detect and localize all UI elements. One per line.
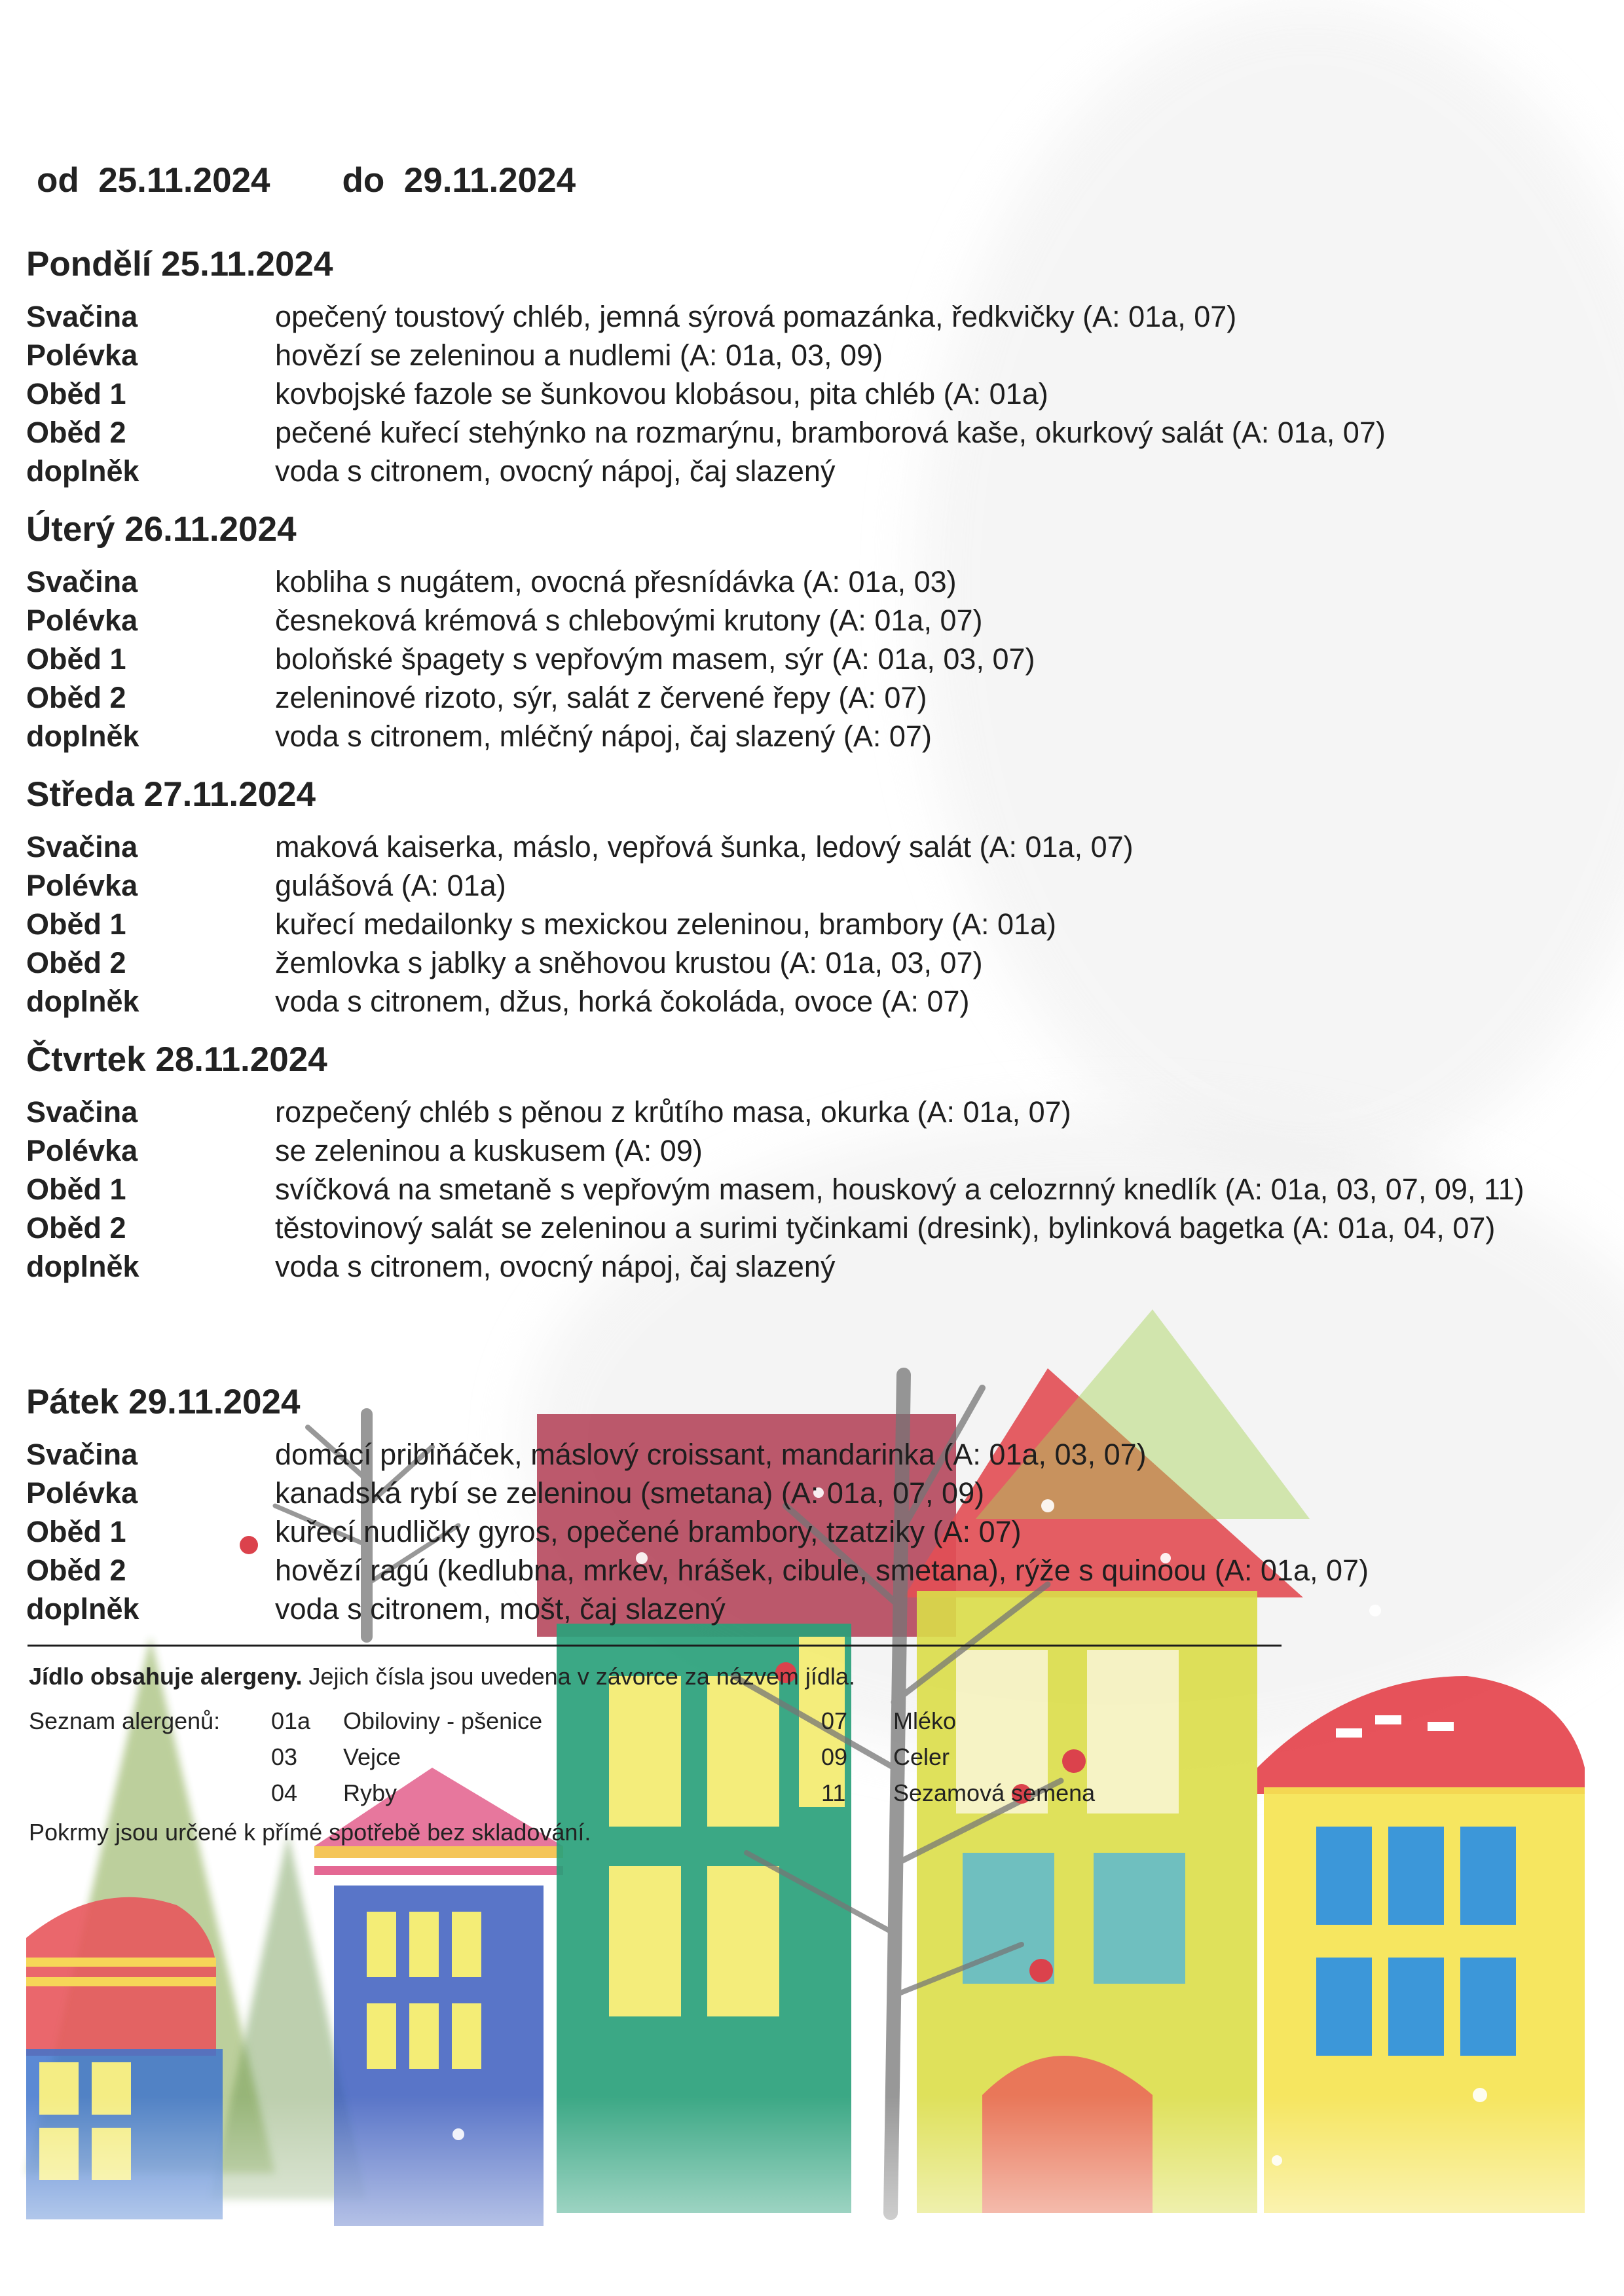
meal-row (26, 1512, 1585, 1551)
meal-text: domácí pribiňáček, máslový croissant, mandarinka (A: 01a, 03, 07) (275, 1438, 1147, 1471)
meal-name: Polévka (26, 338, 138, 372)
divider-line (28, 1645, 1282, 1647)
meal-row (26, 828, 1585, 866)
allergen-name: Ryby (343, 1779, 397, 1806)
meal-row (26, 601, 1585, 640)
meal-name: Polévka (26, 1476, 138, 1510)
meal-text: kuřecí medailonky s mexickou zeleninou, brambory (A: 01a) (275, 907, 1057, 941)
allergen-item (821, 1707, 956, 1735)
allergen-item (271, 1743, 401, 1771)
meal-text: gulášová (A: 01a) (275, 869, 506, 902)
day-title: Úterý 26.11.2024 (26, 510, 297, 549)
allergen-code: 07 (821, 1707, 848, 1734)
meal-text: rozpečený chléb s pěnou z krůtího masa, okurka (A: 01a, 07) (275, 1095, 1071, 1129)
allergen-note-rest: Jejich čísla jsou uvedena v závorce za názvem jídla. (302, 1663, 855, 1690)
day-tuesday (26, 509, 1585, 756)
meal-text: kobliha s nugátem, ovocná přesnídávka (A: 01a, 03) (275, 565, 957, 598)
meal-name: Oběd 1 (26, 1173, 126, 1206)
meal-row (26, 1474, 1585, 1512)
meal-name: doplněk (26, 985, 139, 1018)
storage-note: Pokrmy jsou určené k přímé spotřebě bez skladování. (29, 1819, 591, 1846)
meal-name: doplněk (26, 1250, 139, 1283)
to-label: do (342, 161, 385, 200)
meal-text: kovbojské fazole se šunkovou klobásou, pita chléb (A: 01a) (275, 377, 1048, 410)
from-date: 25.11.2024 (98, 161, 270, 200)
meal-row (26, 717, 1585, 756)
meal-row (26, 562, 1585, 601)
meal-text: voda s citronem, mošt, čaj slazený (275, 1592, 726, 1626)
meal-text: maková kaiserka, máslo, vepřová šunka, ledový salát (A: 01a, 07) (275, 830, 1134, 864)
meal-row (26, 1590, 1585, 1628)
day-friday (26, 1381, 1585, 1628)
to-date: 29.11.2024 (403, 161, 576, 200)
meal-text: voda s citronem, ovocný nápoj, čaj slazený (275, 1250, 836, 1283)
meal-name: Polévka (26, 604, 138, 637)
day-thursday (26, 1039, 1585, 1286)
meal-text: hovězí ragú (kedlubna, mrkev, hrášek, cibule, smetana), rýže s quinoou (A: 01a, 07) (275, 1554, 1369, 1587)
meal-name: Oběd 2 (26, 416, 126, 449)
allergen-item (271, 1779, 397, 1807)
day-title: Středa 27.11.2024 (26, 775, 316, 814)
meal-text: se zeleninou a kuskusem (A: 09) (275, 1134, 703, 1167)
meal-row (26, 452, 1585, 490)
day-wednesday (26, 774, 1585, 1021)
meal-name: Oběd 2 (26, 1211, 126, 1245)
meal-name: Oběd 2 (26, 1554, 126, 1587)
allergen-item (271, 1707, 542, 1735)
meal-row (26, 374, 1585, 413)
allergen-note (29, 1663, 855, 1690)
meal-row (26, 1209, 1585, 1247)
allergen-name: Celer (893, 1743, 950, 1770)
meal-name: Polévka (26, 869, 138, 902)
meal-text: voda s citronem, ovocný nápoj, čaj slazený (275, 454, 836, 488)
meal-text: těstovinový salát se zeleninou a surimi tyčinkami (dresink), bylinková bagetka (A: 01a, 04, 07) (275, 1211, 1496, 1245)
meal-name: Oběd 1 (26, 642, 126, 676)
meal-name: Oběd 1 (26, 1515, 126, 1548)
meal-row (26, 1551, 1585, 1590)
meal-text: opečený toustový chléb, jemná sýrová pomazánka, ředkvičky (A: 01a, 07) (275, 300, 1237, 333)
allergen-code: 11 (821, 1779, 846, 1806)
allergen-list-label: Seznam alergenů: (29, 1707, 221, 1734)
allergen-code: 01a (271, 1707, 311, 1734)
meal-name: doplněk (26, 454, 139, 488)
meal-row (26, 678, 1585, 717)
allergen-note-bold: Jídlo obsahuje alergeny. (29, 1663, 303, 1690)
date-range (37, 160, 576, 200)
allergen-name: Obiloviny - pšenice (343, 1707, 543, 1734)
meal-text: svíčková na smetaně s vepřovým masem, houskový a celozrnný knedlík (A: 01a, 03, 07, 09, 11) (275, 1173, 1524, 1206)
allergen-item (821, 1743, 950, 1771)
day-title: Čtvrtek 28.11.2024 (26, 1040, 327, 1079)
meal-name: Polévka (26, 1134, 138, 1167)
meal-row (26, 905, 1585, 943)
meal-text: pečené kuřecí stehýnko na rozmarýnu, bramborová kaše, okurkový salát (A: 01a, 07) (275, 416, 1386, 449)
allergen-code: 04 (271, 1779, 298, 1806)
meal-text: česneková krémová s chlebovými krutony (A: 01a, 07) (275, 604, 983, 637)
meal-name: doplněk (26, 1592, 139, 1626)
meal-text: voda s citronem, džus, horká čokoláda, ovoce (A: 07) (275, 985, 970, 1018)
meal-name: Oběd 2 (26, 946, 126, 979)
meal-row (26, 297, 1585, 336)
meal-text: žemlovka s jablky a sněhovou krustou (A: 01a, 03, 07) (275, 946, 983, 979)
meal-name: Svačina (26, 1438, 138, 1471)
meal-name: Svačina (26, 565, 138, 598)
meal-row (26, 413, 1585, 452)
allergen-code: 09 (821, 1743, 848, 1770)
meal-name: doplněk (26, 720, 139, 753)
meal-name: Oběd 2 (26, 681, 126, 714)
from-label: od (37, 161, 79, 200)
allergen-list (29, 1707, 1208, 1819)
meal-text: kanadská rybí se zeleninou (smetana) (A: 01a, 07, 09) (275, 1476, 985, 1510)
meal-name: Svačina (26, 300, 138, 333)
allergen-name: Vejce (343, 1743, 401, 1770)
meal-row (26, 1435, 1585, 1474)
meal-row (26, 982, 1585, 1021)
meal-name: Svačina (26, 830, 138, 864)
allergen-code: 03 (271, 1743, 298, 1770)
meal-text: hovězí se zeleninou a nudlemi (A: 01a, 03, 09) (275, 338, 883, 372)
day-monday (26, 244, 1585, 490)
allergen-name: Sezamová semena (893, 1779, 1096, 1806)
allergen-item (821, 1779, 1095, 1807)
meal-row (26, 336, 1585, 374)
meal-row (26, 1093, 1585, 1131)
meal-name: Oběd 1 (26, 377, 126, 410)
day-title: Pátek 29.11.2024 (26, 1383, 301, 1421)
meal-row (26, 1170, 1585, 1209)
allergen-name: Mléko (893, 1707, 957, 1734)
meal-text: voda s citronem, mléčný nápoj, čaj slazený (A: 07) (275, 720, 932, 753)
meal-name: Svačina (26, 1095, 138, 1129)
meal-row (26, 1131, 1585, 1170)
meal-row (26, 1247, 1585, 1286)
meal-row (26, 943, 1585, 982)
meal-name: Oběd 1 (26, 907, 126, 941)
meal-text: kuřecí nudličky gyros, opečené brambory, tzatziky (A: 07) (275, 1515, 1022, 1548)
meal-row (26, 866, 1585, 905)
meal-text: boloňské špagety s vepřovým masem, sýr (A: 01a, 03, 07) (275, 642, 1035, 676)
meal-text: zeleninové rizoto, sýr, salát z červené řepy (A: 07) (275, 681, 927, 714)
meal-row (26, 640, 1585, 678)
day-title: Pondělí 25.11.2024 (26, 245, 333, 283)
